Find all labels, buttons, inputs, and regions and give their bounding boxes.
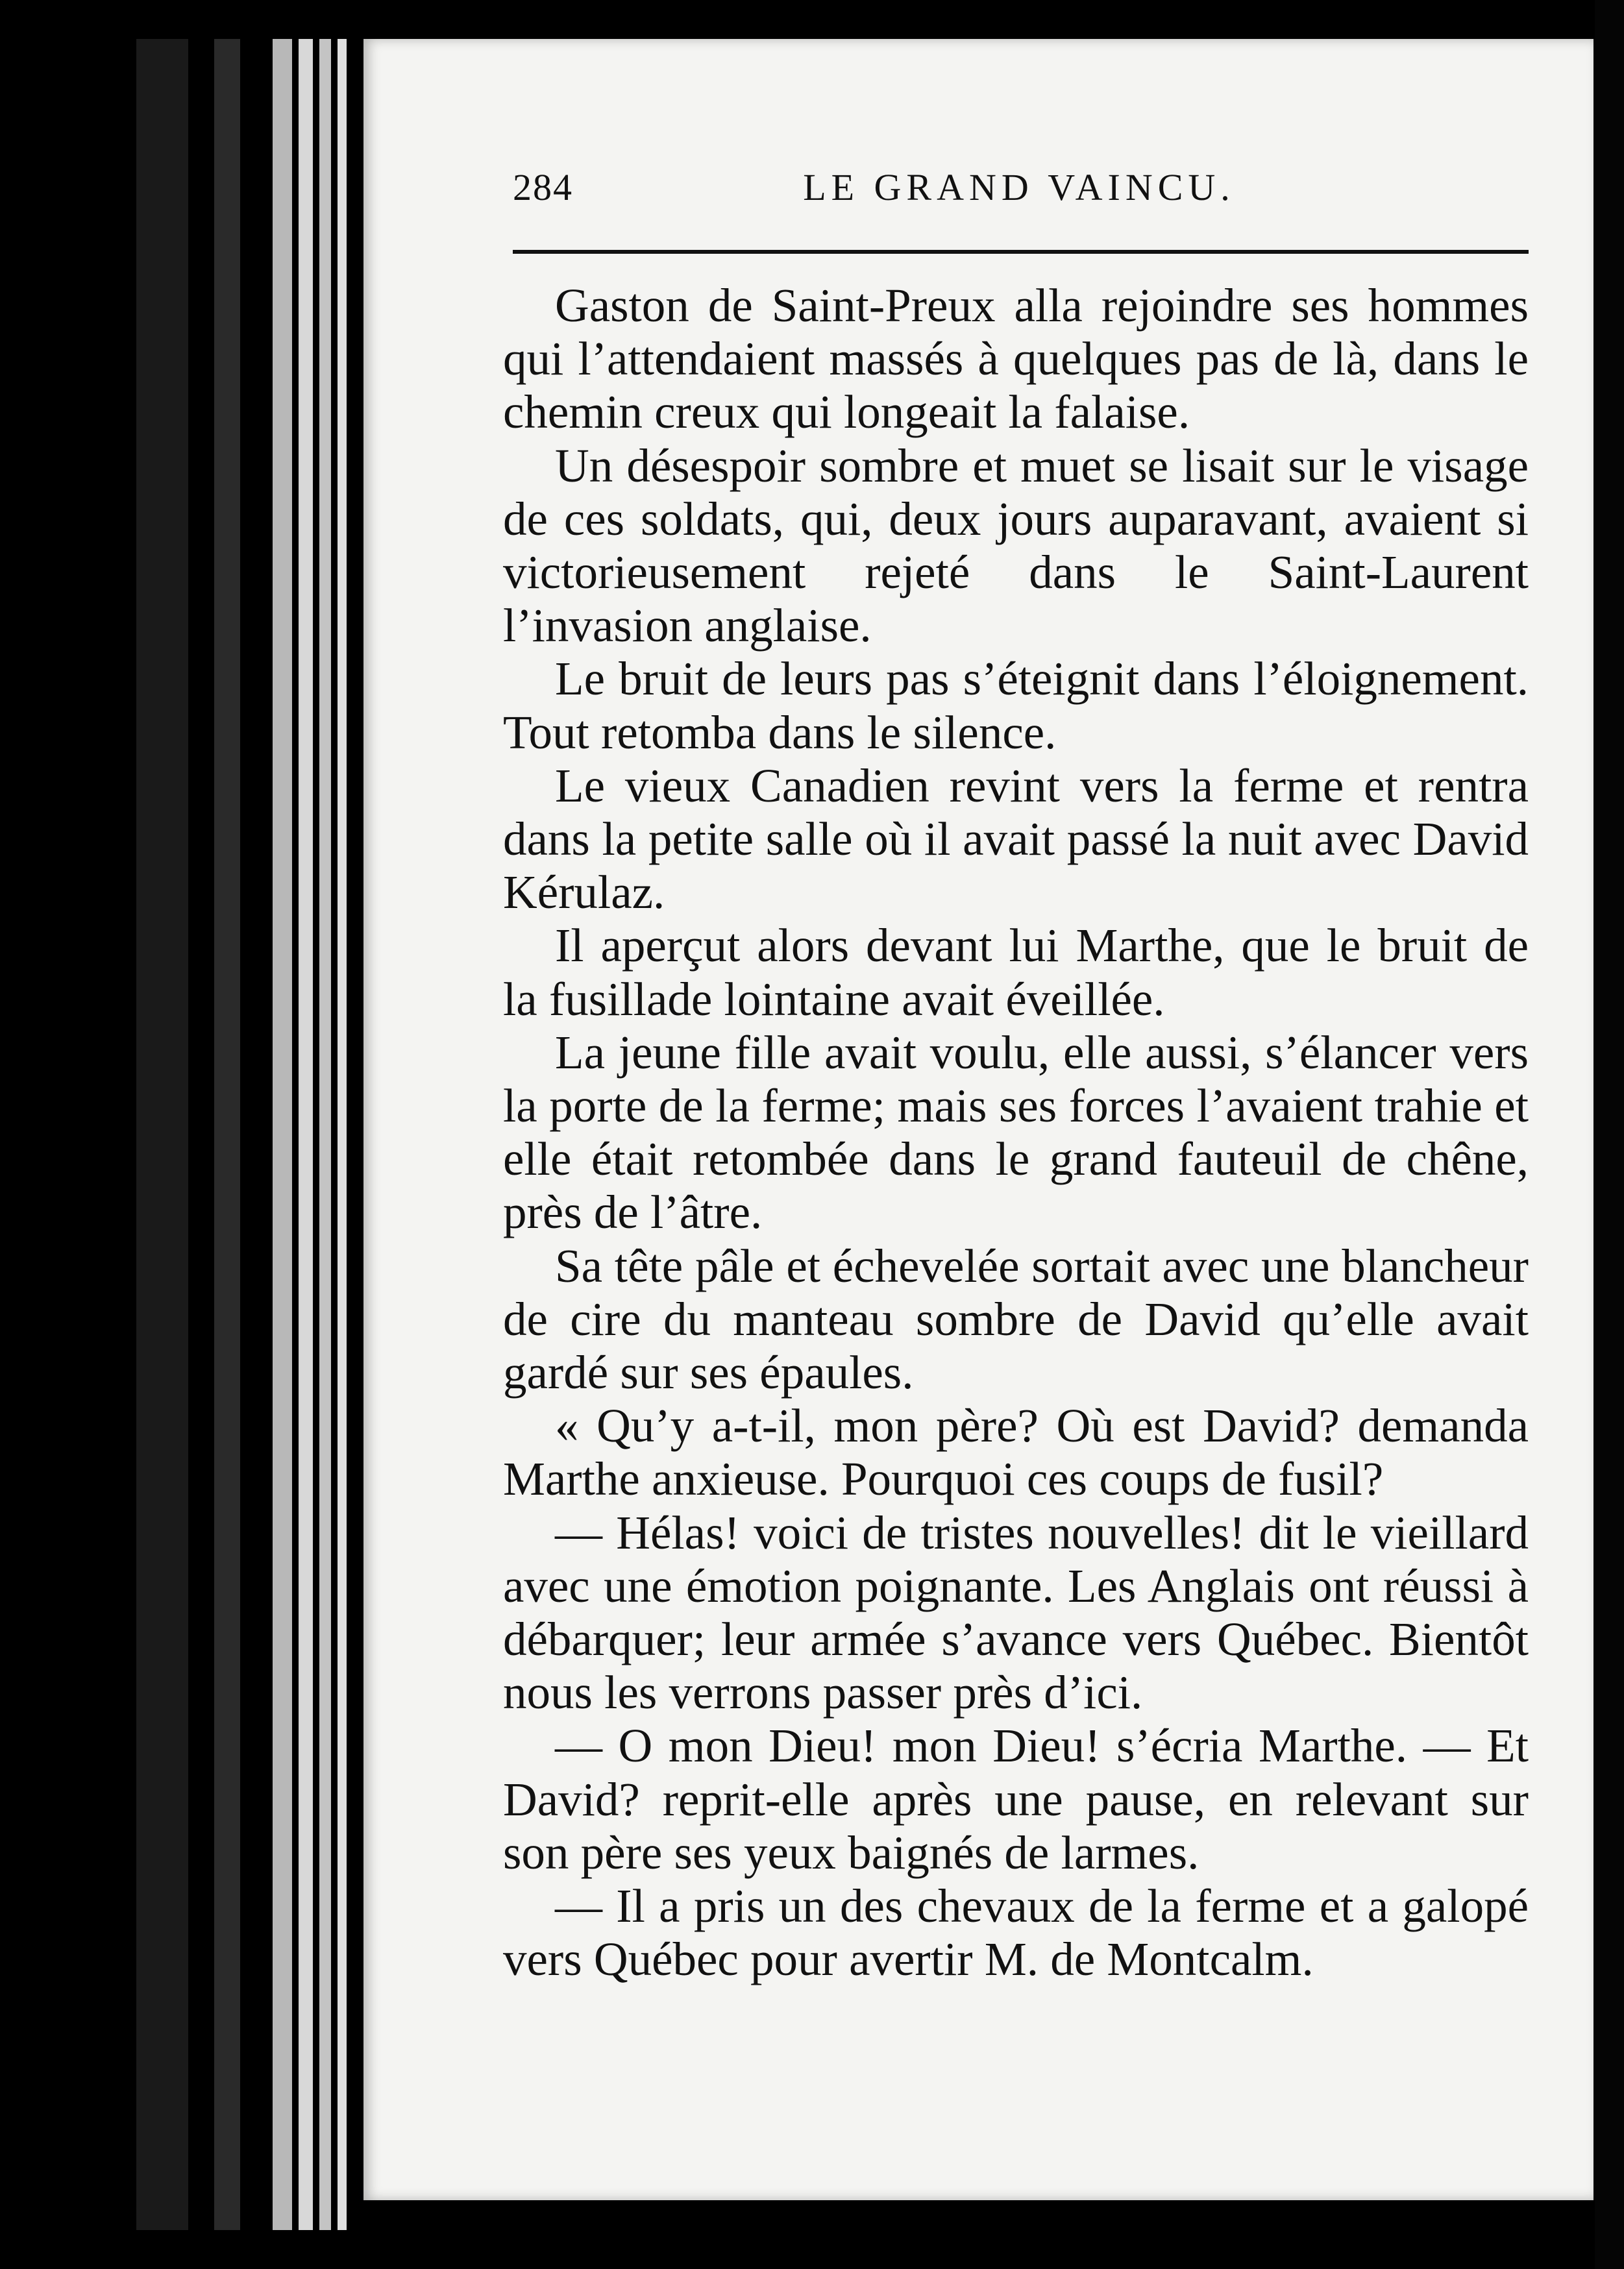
book-spine-edge: [136, 39, 188, 2230]
scan-border: [1595, 0, 1624, 2269]
page-edge: [273, 39, 292, 2230]
paragraph: « Qu’y a-t-il, mon père? Où est David? demanda Marthe anxieuse. Pourquoi ces coups de fusil?: [503, 1399, 1529, 1506]
paragraph: Le vieux Canadien revint vers la ferme et rentra dans la petite salle où il avait passé la nuit avec David Kérulaz.: [503, 759, 1529, 919]
page-edge: [319, 39, 331, 2230]
page-edge: [338, 39, 347, 2230]
header-rule: [513, 250, 1529, 254]
paragraph: Sa tête pâle et échevelée sortait avec une blancheur de cire du manteau sombre de David qu’elle avait gardé sur ses épaules.: [503, 1239, 1529, 1399]
page-number: 284: [513, 166, 573, 208]
paragraph: Il aperçut alors devant lui Marthe, que le bruit de la fusillade lointaine avait éveillée.: [503, 919, 1529, 1025]
running-title: LE GRAND VAINCU.: [803, 166, 1235, 208]
paragraph: La jeune fille avait voulu, elle aussi, s’élancer vers la porte de la ferme; mais ses forces l’avaient trahie et elle était retombée dans le grand fauteuil de chêne, près de l’âtre.: [503, 1025, 1529, 1239]
page-edge: [299, 39, 313, 2230]
book-page: [363, 39, 1593, 2200]
paragraph: Le bruit de leurs pas s’éteignit dans l’éloignement. Tout retomba dans le silence.: [503, 652, 1529, 759]
paragraph: Gaston de Saint-Preux alla rejoindre ses hommes qui l’attendaient massés à quelques pas de là, dans le chemin creux qui longeait la falaise.: [503, 279, 1529, 439]
paragraph: — O mon Dieu! mon Dieu! s’écria Marthe. — Et David? reprit-elle après une pause, en relevant sur son père ses yeux baignés de larmes.: [503, 1719, 1529, 1879]
paragraph: — Hélas! voici de tristes nouvelles! dit le vieillard avec une émotion poignante. Les Anglais ont réussi à débarquer; leur armée s’avance vers Québec. Bientôt nous les verrons passer près d’ici.: [503, 1506, 1529, 1719]
page-header: [513, 166, 1525, 237]
paragraph: Un désespoir sombre et muet se lisait sur le visage de ces soldats, qui, deux jours auparavant, avaient si victorieusement rejeté dans le Saint-Laurent l’invasion anglaise.: [503, 439, 1529, 652]
book-spine-edge: [214, 39, 240, 2230]
paragraph: — Il a pris un des chevaux de la ferme et a galopé vers Québec pour avertir M. de Montcalm.: [503, 1880, 1529, 1986]
body-text: [503, 279, 1529, 1987]
